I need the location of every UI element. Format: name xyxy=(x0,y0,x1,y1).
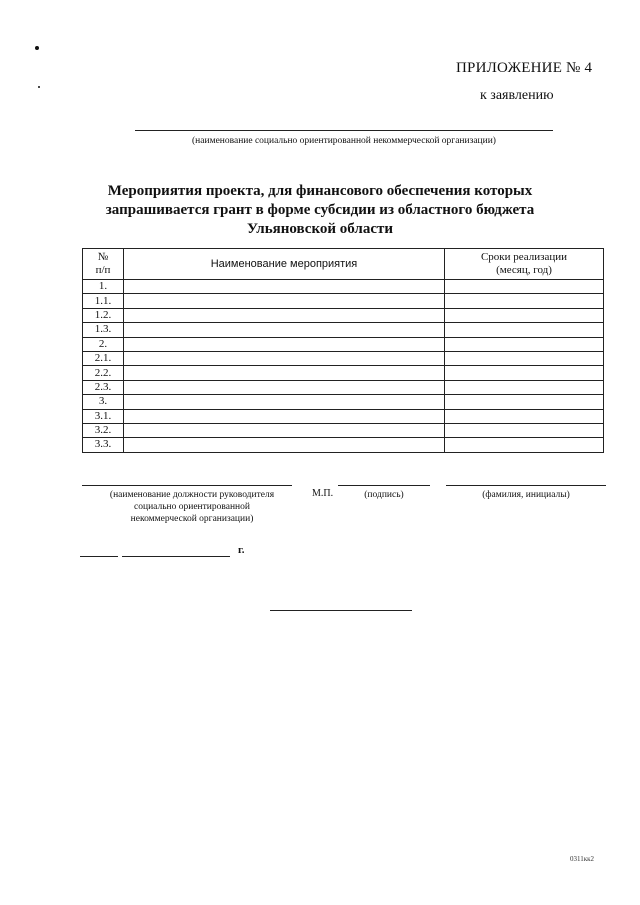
event-date-cell[interactable] xyxy=(445,366,604,380)
position-caption-line: некоммерческой организации) xyxy=(130,514,254,524)
title-line: запрашивается грант в форме субсидии из областного бюджета xyxy=(105,202,535,218)
table-row xyxy=(83,351,604,365)
column-header-number-line: № xyxy=(97,251,109,263)
column-header-number xyxy=(83,249,124,280)
column-header-number-line: п/п xyxy=(95,264,111,276)
row-number: 3.2. xyxy=(83,423,124,437)
table-row xyxy=(83,438,604,452)
column-header-dates xyxy=(445,249,604,280)
event-name-cell[interactable] xyxy=(124,423,445,437)
position-line[interactable] xyxy=(82,485,292,486)
row-number: 1.2. xyxy=(83,308,124,322)
row-number: 3.3. xyxy=(83,438,124,452)
events-table xyxy=(82,248,604,453)
document-code: 0311кк2 xyxy=(570,855,595,863)
event-date-cell[interactable] xyxy=(445,280,604,294)
year-suffix: г. xyxy=(238,544,245,556)
event-date-cell[interactable] xyxy=(445,294,604,308)
event-name-cell[interactable] xyxy=(124,395,445,409)
column-header-dates-line: (месяц, год) xyxy=(496,264,552,276)
signature-caption: (подпись) xyxy=(364,490,404,500)
event-name-cell[interactable] xyxy=(124,438,445,452)
table-row xyxy=(83,395,604,409)
event-date-cell[interactable] xyxy=(445,308,604,322)
signature-line[interactable] xyxy=(338,485,430,486)
stamp-label: М.П. xyxy=(312,488,334,499)
position-caption xyxy=(82,489,302,525)
scan-mark xyxy=(35,46,39,50)
event-name-cell[interactable] xyxy=(124,323,445,337)
event-name-cell[interactable] xyxy=(124,308,445,322)
row-number: 2.1. xyxy=(83,351,124,365)
row-number: 2.3. xyxy=(83,380,124,394)
event-date-cell[interactable] xyxy=(445,323,604,337)
column-header-dates-line: Сроки реализации xyxy=(480,251,568,263)
title-line: Ульяновской области xyxy=(246,221,394,237)
name-line[interactable] xyxy=(446,485,606,486)
row-number: 1.1. xyxy=(83,294,124,308)
name-caption: (фамилия, инициалы) xyxy=(482,490,570,500)
event-name-cell[interactable] xyxy=(124,351,445,365)
event-date-cell[interactable] xyxy=(445,409,604,423)
event-name-cell[interactable] xyxy=(124,380,445,394)
event-name-cell[interactable] xyxy=(124,337,445,351)
appendix-title: ПРИЛОЖЕНИЕ № 4 xyxy=(456,60,593,76)
event-date-cell[interactable] xyxy=(445,395,604,409)
event-date-cell[interactable] xyxy=(445,423,604,437)
event-date-cell[interactable] xyxy=(445,438,604,452)
table-row xyxy=(83,337,604,351)
document-title xyxy=(100,182,540,239)
row-number: 2. xyxy=(83,337,124,351)
table-row xyxy=(83,294,604,308)
row-number: 2.2. xyxy=(83,366,124,380)
event-name-cell[interactable] xyxy=(124,280,445,294)
row-number: 3.1. xyxy=(83,409,124,423)
event-name-cell[interactable] xyxy=(124,366,445,380)
event-name-cell[interactable] xyxy=(124,409,445,423)
bottom-line[interactable] xyxy=(270,610,412,611)
table-header-row xyxy=(83,249,604,280)
organization-caption: (наименование социально ориентированной некоммерческой организации) xyxy=(192,136,496,146)
position-caption-line: социально ориентированной xyxy=(134,502,250,512)
event-date-cell[interactable] xyxy=(445,351,604,365)
date-month-year-line[interactable] xyxy=(122,556,230,557)
table-row xyxy=(83,323,604,337)
table-row xyxy=(83,280,604,294)
position-caption-line: (наименование должности руководителя xyxy=(109,490,275,500)
row-number: 3. xyxy=(83,395,124,409)
date-day-line[interactable] xyxy=(80,556,118,557)
row-number: 1.3. xyxy=(83,323,124,337)
title-line: Мероприятия проекта, для финансового обеспечения которых xyxy=(107,183,533,199)
row-number: 1. xyxy=(83,280,124,294)
appendix-subtitle: к заявлению xyxy=(480,88,554,103)
event-date-cell[interactable] xyxy=(445,380,604,394)
event-date-cell[interactable] xyxy=(445,337,604,351)
table-row xyxy=(83,308,604,322)
table-row xyxy=(83,423,604,437)
organization-name-line[interactable] xyxy=(135,130,553,131)
scan-mark xyxy=(38,86,40,88)
table-row xyxy=(83,409,604,423)
event-name-cell[interactable] xyxy=(124,294,445,308)
table-row xyxy=(83,366,604,380)
table-row xyxy=(83,380,604,394)
column-header-event-name: Наименование мероприятия xyxy=(124,249,445,280)
